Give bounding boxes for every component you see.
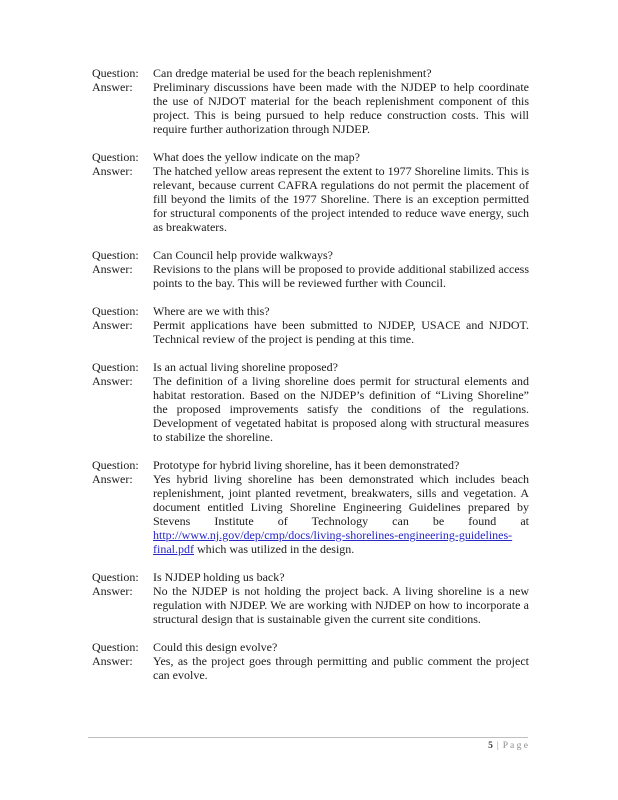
question-label: Question: [92, 458, 139, 472]
question-row [92, 248, 529, 262]
qa-block [92, 640, 529, 682]
answer-label: Answer: [92, 584, 133, 598]
question-row [92, 570, 529, 584]
question-row [92, 150, 529, 164]
answer-row [92, 262, 529, 290]
answer-text: Revisions to the plans will be proposed to provide additional stabilized access points to the bay. This will be reviewed further with Council. [153, 262, 529, 290]
page-footer [88, 740, 528, 752]
question-label: Question: [92, 150, 139, 164]
answer-row [92, 318, 529, 346]
question-row [92, 458, 529, 472]
qa-block [92, 248, 529, 290]
question-row [92, 66, 529, 80]
qa-block [92, 304, 529, 346]
footer-separator: | [496, 741, 499, 751]
answer-row [92, 584, 529, 626]
question-label: Question: [92, 304, 139, 318]
answer-label: Answer: [92, 318, 133, 332]
question-text: Can Council help provide walkways? [153, 248, 333, 262]
question-text: Prototype for hybrid living shoreline, has it been demonstrated? [153, 458, 460, 472]
question-label: Question: [92, 66, 139, 80]
answer-text: Preliminary discussions have been made with the NJDEP to help coordinate the use of NJDOT material for the beach replenishment component of this project. This is being pursued to help reduce construction costs. This will require further authorization through NJDEP. [153, 80, 529, 136]
answer-row [92, 472, 529, 556]
question-row [92, 304, 529, 318]
qa-block [92, 150, 529, 234]
qa-block [92, 66, 529, 136]
answer-text [153, 472, 529, 556]
question-text: What does the yellow indicate on the map? [153, 150, 360, 164]
answer-label: Answer: [92, 80, 133, 94]
answer-text-pre: Yes hybrid living shoreline has been demonstrated which includes beach replenishment, joint planted revetment, breakwaters, sills and vegetation. A document entitled Living Shoreline Engineering Guidelines prepared by Stevens Institute of Technology can be found at [153, 472, 529, 528]
qa-block [92, 458, 529, 556]
question-label: Question: [92, 570, 139, 584]
answer-label: Answer: [92, 374, 133, 388]
answer-text-post: which was utilized in the design. [194, 542, 355, 556]
answer-text: No the NJDEP is not holding the project back. A living shoreline is a new regulation with NJDEP. We are working with NJDEP on how to incorporate a structural design that is sustainable given the current site conditions. [153, 584, 529, 626]
answer-label: Answer: [92, 654, 133, 668]
answer-label: Answer: [92, 164, 133, 178]
answer-row [92, 374, 529, 444]
question-text: Where are we with this? [153, 304, 270, 318]
question-row [92, 640, 529, 654]
question-label: Question: [92, 640, 139, 654]
question-text: Is an actual living shoreline proposed? [153, 360, 338, 374]
living-shoreline-guidelines-link[interactable]: http://www.nj.gov/dep/cmp/docs/living-shorelines-engineering-guidelines-final.pdf [153, 528, 513, 556]
answer-row [92, 80, 529, 136]
qa-block [92, 570, 529, 626]
answer-row [92, 164, 529, 234]
answer-text: Permit applications have been submitted to NJDEP, USACE and NJDOT. Technical review of the project is pending at this time. [153, 318, 529, 346]
qa-content [92, 66, 529, 696]
question-label: Question: [92, 360, 139, 374]
answer-label: Answer: [92, 262, 133, 276]
question-text: Is NJDEP holding us back? [153, 570, 285, 584]
question-text: Can dredge material be used for the beach replenishment? [153, 66, 432, 80]
answer-text: Yes, as the project goes through permitting and public comment the project can evolve. [153, 654, 529, 682]
answer-label: Answer: [92, 472, 133, 486]
qa-block [92, 360, 529, 444]
question-text: Could this design evolve? [153, 640, 278, 654]
answer-row [92, 654, 529, 682]
footer-divider [88, 737, 528, 738]
page-number: 5 [488, 741, 493, 751]
footer-page-word: P a g e [502, 741, 528, 751]
question-row [92, 360, 529, 374]
answer-text: The hatched yellow areas represent the extent to 1977 Shoreline limits. This is relevant, because current CAFRA regulations do not permit the placement of fill beyond the limits of the 1977 Shoreline. There is an exception permitted for structural components of the project intended to reduce wave energy, such as breakwaters. [153, 164, 530, 234]
question-label: Question: [92, 248, 139, 262]
answer-text: The definition of a living shoreline does permit for structural elements and habitat restoration. Based on the NJDEP’s definition of “Living Shoreline” the proposed improvements satisfy the conditions of the regulations. Development of vegetated habitat is proposed along with structural measures to stabilize the shoreline. [153, 374, 529, 444]
